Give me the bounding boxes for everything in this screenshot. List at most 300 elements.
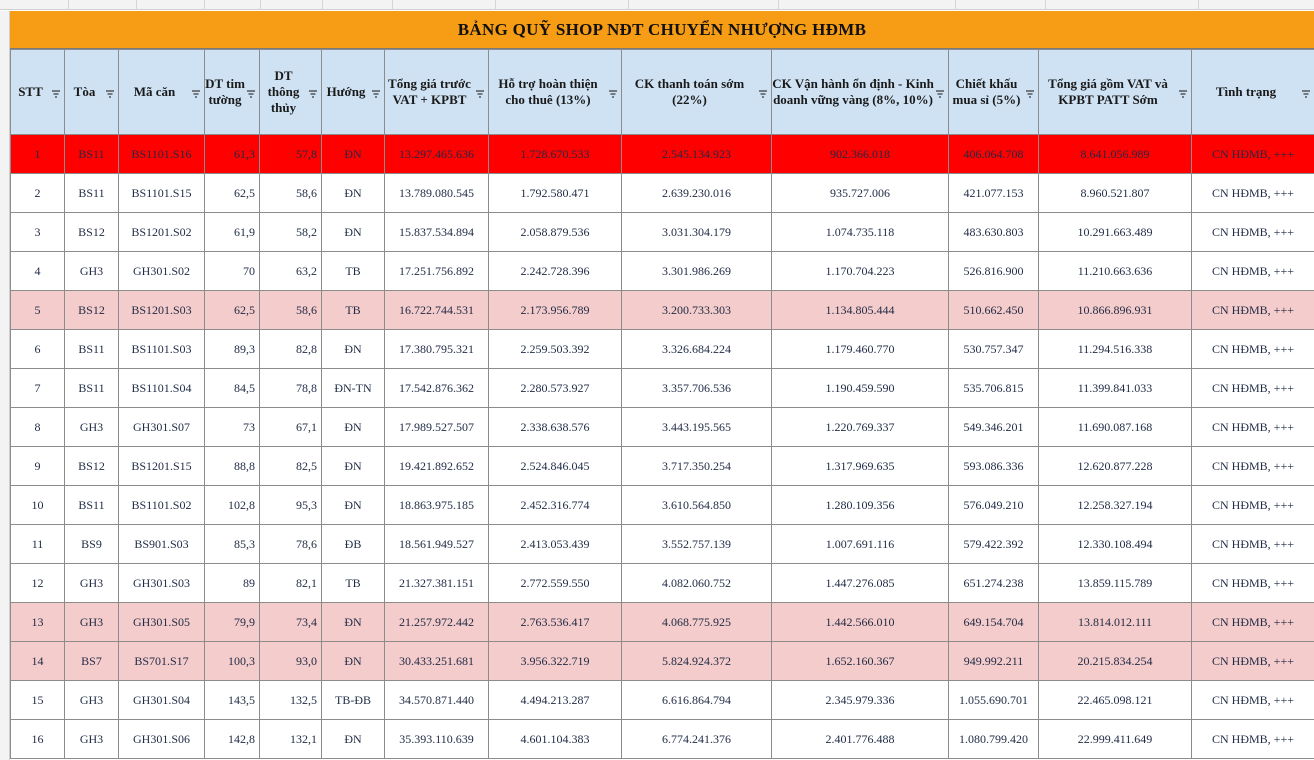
- cell-ho-tro[interactable]: [489, 564, 622, 603]
- cell-dt-thong-thuy[interactable]: [260, 174, 322, 213]
- cell-toa[interactable]: [65, 564, 119, 603]
- cell-dt-thong-thuy[interactable]: [260, 564, 322, 603]
- cell-toa[interactable]: [65, 486, 119, 525]
- cell-stt[interactable]: [11, 408, 65, 447]
- column-header-ma-can[interactable]: [119, 50, 205, 135]
- table-row[interactable]: [11, 486, 1314, 525]
- cell-ck-tt-som[interactable]: [622, 174, 772, 213]
- cell-stt[interactable]: [11, 174, 65, 213]
- cell-ck-mua-si[interactable]: [949, 720, 1039, 759]
- cell-ma-can[interactable]: [119, 291, 205, 330]
- cell-value: TB: [345, 575, 361, 590]
- cell-tong-gia-vat[interactable]: [1039, 291, 1192, 330]
- cell-toa[interactable]: [65, 213, 119, 252]
- cell-toa[interactable]: [65, 408, 119, 447]
- cell-value: CN HĐMB, +++: [1212, 224, 1294, 239]
- cell-dt-thong-thuy[interactable]: [260, 330, 322, 369]
- cell-value: 143,5: [228, 692, 255, 707]
- cell-tong-gia-vat[interactable]: [1039, 447, 1192, 486]
- column-header-stt[interactable]: [11, 50, 65, 135]
- cell-tong-gia[interactable]: [385, 369, 489, 408]
- column-header-ck-mua-si[interactable]: [949, 50, 1039, 135]
- cell-value: 3.956.322.719: [520, 653, 590, 668]
- cell-huong[interactable]: [322, 135, 385, 174]
- table-row[interactable]: [11, 564, 1314, 603]
- cell-ck-van-hanh[interactable]: [772, 486, 949, 525]
- cell-value: BS1201.S03: [131, 302, 192, 317]
- cell-ck-tt-som[interactable]: [622, 525, 772, 564]
- cell-dt-thong-thuy[interactable]: [260, 408, 322, 447]
- cell-tong-gia-vat[interactable]: [1039, 252, 1192, 291]
- cell-value: GH3: [79, 614, 104, 629]
- cell-value: BS1101.S03: [131, 341, 192, 356]
- cell-ho-tro[interactable]: [489, 486, 622, 525]
- cell-stt[interactable]: [11, 291, 65, 330]
- cell-ma-can[interactable]: [119, 135, 205, 174]
- filter-icon[interactable]: [246, 87, 256, 97]
- cell-dt-tim-tuong[interactable]: [205, 603, 260, 642]
- cell-value: 89: [243, 575, 255, 590]
- cell-dt-tim-tuong[interactable]: [205, 681, 260, 720]
- cell-value: 61,3: [234, 146, 255, 161]
- filter-icon[interactable]: [1301, 87, 1311, 97]
- cell-toa[interactable]: [65, 252, 119, 291]
- header-row: [11, 50, 1314, 135]
- cell-value: 16: [31, 731, 44, 746]
- cell-tong-gia-vat[interactable]: [1039, 408, 1192, 447]
- cell-stt[interactable]: [11, 330, 65, 369]
- cell-toa[interactable]: [65, 525, 119, 564]
- cell-tinh-trang[interactable]: [1192, 447, 1314, 486]
- cell-value: 15.837.534.894: [399, 224, 474, 239]
- cell-value: 82,8: [296, 341, 317, 356]
- filter-icon[interactable]: [758, 87, 768, 97]
- cell-ck-mua-si[interactable]: [949, 564, 1039, 603]
- cell-ma-can[interactable]: [119, 408, 205, 447]
- cell-value: 3.200.733.303: [662, 302, 731, 317]
- table-row[interactable]: [11, 720, 1314, 759]
- cell-ck-van-hanh[interactable]: [772, 408, 949, 447]
- cell-ck-tt-som[interactable]: [622, 681, 772, 720]
- cell-value: 63,2: [296, 263, 317, 278]
- cell-ck-van-hanh[interactable]: [772, 174, 949, 213]
- cell-ma-can[interactable]: [119, 564, 205, 603]
- cell-ck-mua-si[interactable]: [949, 408, 1039, 447]
- cell-dt-thong-thuy[interactable]: [260, 525, 322, 564]
- column-header-dt-thong-thuy[interactable]: [260, 50, 322, 135]
- cell-ck-van-hanh[interactable]: [772, 369, 949, 408]
- cell-dt-tim-tuong[interactable]: [205, 174, 260, 213]
- cell-toa[interactable]: [65, 642, 119, 681]
- filter-icon[interactable]: [1178, 87, 1188, 97]
- cell-value: 30.433.251.681: [399, 653, 474, 668]
- table-row[interactable]: [11, 681, 1314, 720]
- filter-icon[interactable]: [308, 87, 318, 97]
- cell-tong-gia[interactable]: [385, 681, 489, 720]
- cell-value: 73,4: [296, 614, 317, 629]
- cell-tinh-trang[interactable]: [1192, 408, 1314, 447]
- cell-value: 2.401.776.488: [825, 731, 895, 746]
- cell-tong-gia[interactable]: [385, 330, 489, 369]
- column-header-tong-gia[interactable]: [385, 50, 489, 135]
- filter-icon[interactable]: [1025, 87, 1035, 97]
- cell-ho-tro[interactable]: [489, 447, 622, 486]
- filter-icon[interactable]: [51, 87, 61, 97]
- cell-dt-tim-tuong[interactable]: [205, 447, 260, 486]
- filter-icon[interactable]: [608, 87, 618, 97]
- cell-tong-gia-vat[interactable]: [1039, 603, 1192, 642]
- cell-tong-gia[interactable]: [385, 291, 489, 330]
- cell-value: BS12: [78, 224, 105, 239]
- cell-huong[interactable]: [322, 252, 385, 291]
- cell-dt-tim-tuong[interactable]: [205, 564, 260, 603]
- cell-dt-tim-tuong[interactable]: [205, 291, 260, 330]
- cell-ck-van-hanh[interactable]: [772, 447, 949, 486]
- cell-tinh-trang[interactable]: [1192, 603, 1314, 642]
- cell-dt-tim-tuong[interactable]: [205, 369, 260, 408]
- cell-ho-tro[interactable]: [489, 720, 622, 759]
- cell-stt[interactable]: [11, 369, 65, 408]
- cell-value: GH301.S04: [132, 692, 190, 707]
- cell-value: 8.960.521.807: [1080, 185, 1150, 200]
- cell-ck-mua-si[interactable]: [949, 252, 1039, 291]
- cell-ck-mua-si[interactable]: [949, 642, 1039, 681]
- cell-stt[interactable]: [11, 681, 65, 720]
- cell-huong[interactable]: [322, 408, 385, 447]
- cell-ck-mua-si[interactable]: [949, 369, 1039, 408]
- cell-toa[interactable]: [65, 603, 119, 642]
- filter-icon[interactable]: [371, 87, 381, 97]
- cell-ma-can[interactable]: [119, 525, 205, 564]
- cell-ma-can[interactable]: [119, 642, 205, 681]
- table-body: [11, 135, 1314, 759]
- cell-ck-mua-si[interactable]: [949, 291, 1039, 330]
- cell-ho-tro[interactable]: [489, 174, 622, 213]
- cell-huong[interactable]: [322, 681, 385, 720]
- cell-ck-mua-si[interactable]: [949, 486, 1039, 525]
- cell-ck-van-hanh[interactable]: [772, 525, 949, 564]
- cell-ck-tt-som[interactable]: [622, 486, 772, 525]
- cell-value: 1: [34, 146, 41, 161]
- cell-tinh-trang[interactable]: [1192, 330, 1314, 369]
- table-row[interactable]: [11, 135, 1314, 174]
- cell-value: CN HĐMB, +++: [1212, 185, 1294, 200]
- cell-ck-mua-si[interactable]: [949, 525, 1039, 564]
- cell-ck-tt-som[interactable]: [622, 252, 772, 291]
- cell-stt[interactable]: [11, 213, 65, 252]
- cell-dt-tim-tuong[interactable]: [205, 642, 260, 681]
- cell-ma-can[interactable]: [119, 369, 205, 408]
- cell-value: 2.772.559.550: [520, 575, 590, 590]
- cell-ck-mua-si[interactable]: [949, 447, 1039, 486]
- filter-icon[interactable]: [191, 87, 201, 97]
- cell-value: 651.274.238: [963, 575, 1024, 590]
- cell-stt[interactable]: [11, 564, 65, 603]
- column-header-tong-gia-vat[interactable]: [1039, 50, 1192, 135]
- column-header-toa[interactable]: [65, 50, 119, 135]
- cell-tong-gia-vat[interactable]: [1039, 330, 1192, 369]
- cell-stt[interactable]: [11, 525, 65, 564]
- cell-dt-thong-thuy[interactable]: [260, 642, 322, 681]
- cell-stt[interactable]: [11, 720, 65, 759]
- cell-tong-gia[interactable]: [385, 525, 489, 564]
- cell-ma-can[interactable]: [119, 252, 205, 291]
- cell-tong-gia-vat[interactable]: [1039, 525, 1192, 564]
- cell-ck-van-hanh[interactable]: [772, 252, 949, 291]
- cell-ck-tt-som[interactable]: [622, 603, 772, 642]
- column-header-ck-van-hanh[interactable]: [772, 50, 949, 135]
- cell-ck-tt-som[interactable]: [622, 720, 772, 759]
- cell-tong-gia-vat[interactable]: [1039, 213, 1192, 252]
- cell-stt[interactable]: [11, 135, 65, 174]
- cell-tong-gia[interactable]: [385, 486, 489, 525]
- cell-ck-tt-som[interactable]: [622, 642, 772, 681]
- cell-value: 2.338.638.576: [520, 419, 590, 434]
- cell-ck-tt-som[interactable]: [622, 135, 772, 174]
- cell-value: 1.179.460.770: [825, 341, 895, 356]
- cell-ho-tro[interactable]: [489, 642, 622, 681]
- cell-tong-gia-vat[interactable]: [1039, 564, 1192, 603]
- cell-dt-thong-thuy[interactable]: [260, 291, 322, 330]
- cell-ho-tro[interactable]: [489, 330, 622, 369]
- cell-ck-van-hanh[interactable]: [772, 603, 949, 642]
- cell-value: 3.301.986.269: [662, 263, 731, 278]
- cell-value: 1.792.580.471: [520, 185, 590, 200]
- cell-ck-van-hanh[interactable]: [772, 564, 949, 603]
- cell-dt-thong-thuy[interactable]: [260, 252, 322, 291]
- cell-toa[interactable]: [65, 174, 119, 213]
- cell-value: 3.031.304.179: [662, 224, 731, 239]
- cell-dt-thong-thuy[interactable]: [260, 135, 322, 174]
- cell-toa[interactable]: [65, 369, 119, 408]
- cell-ma-can[interactable]: [119, 447, 205, 486]
- cell-ho-tro[interactable]: [489, 408, 622, 447]
- cell-huong[interactable]: [322, 564, 385, 603]
- cell-value: 13.859.115.789: [1077, 575, 1153, 590]
- cell-tinh-trang[interactable]: [1192, 564, 1314, 603]
- cell-huong[interactable]: [322, 291, 385, 330]
- cell-ck-van-hanh[interactable]: [772, 720, 949, 759]
- cell-dt-tim-tuong[interactable]: [205, 408, 260, 447]
- table-row[interactable]: [11, 213, 1314, 252]
- cell-dt-thong-thuy[interactable]: [260, 213, 322, 252]
- cell-ma-can[interactable]: [119, 330, 205, 369]
- table-row[interactable]: [11, 291, 1314, 330]
- table-row[interactable]: [11, 525, 1314, 564]
- cell-ho-tro[interactable]: [489, 525, 622, 564]
- cell-stt[interactable]: [11, 447, 65, 486]
- cell-tong-gia[interactable]: [385, 564, 489, 603]
- cell-tinh-trang[interactable]: [1192, 720, 1314, 759]
- cell-tinh-trang[interactable]: [1192, 252, 1314, 291]
- cell-value: 10.291.663.489: [1077, 224, 1153, 239]
- cell-huong[interactable]: [322, 174, 385, 213]
- cell-ck-van-hanh[interactable]: [772, 135, 949, 174]
- cell-ck-tt-som[interactable]: [622, 330, 772, 369]
- cell-dt-tim-tuong[interactable]: [205, 213, 260, 252]
- cell-huong[interactable]: [322, 642, 385, 681]
- cell-ck-mua-si[interactable]: [949, 681, 1039, 720]
- cell-value: 17.989.527.507: [399, 419, 474, 434]
- table-row[interactable]: [11, 642, 1314, 681]
- cell-tinh-trang[interactable]: [1192, 369, 1314, 408]
- cell-ck-tt-som[interactable]: [622, 564, 772, 603]
- cell-ck-tt-som[interactable]: [622, 447, 772, 486]
- cell-ho-tro[interactable]: [489, 369, 622, 408]
- cell-ma-can[interactable]: [119, 681, 205, 720]
- column-header-ho-tro[interactable]: [489, 50, 622, 135]
- column-header-ck-tt-som[interactable]: [622, 50, 772, 135]
- cell-ho-tro[interactable]: [489, 135, 622, 174]
- cell-value: 3.552.757.139: [662, 536, 731, 551]
- cell-ho-tro[interactable]: [489, 252, 622, 291]
- cell-dt-thong-thuy[interactable]: [260, 603, 322, 642]
- cell-value: 58,6: [296, 185, 317, 200]
- cell-tinh-trang[interactable]: [1192, 174, 1314, 213]
- filter-icon[interactable]: [935, 87, 945, 97]
- cell-toa[interactable]: [65, 447, 119, 486]
- cell-ck-tt-som[interactable]: [622, 408, 772, 447]
- cell-dt-tim-tuong[interactable]: [205, 486, 260, 525]
- table-row[interactable]: [11, 603, 1314, 642]
- cell-tinh-trang[interactable]: [1192, 525, 1314, 564]
- cell-huong[interactable]: [322, 486, 385, 525]
- filter-icon[interactable]: [105, 87, 115, 97]
- cell-value: 78,6: [296, 536, 317, 551]
- cell-tong-gia[interactable]: [385, 642, 489, 681]
- cell-ma-can[interactable]: [119, 603, 205, 642]
- table-row[interactable]: [11, 408, 1314, 447]
- cell-dt-thong-thuy[interactable]: [260, 369, 322, 408]
- cell-value: 61,9: [234, 224, 255, 239]
- cell-value: 2.058.879.536: [520, 224, 590, 239]
- cell-ck-tt-som[interactable]: [622, 291, 772, 330]
- cell-value: BS701.S17: [134, 653, 189, 668]
- cell-tong-gia-vat[interactable]: [1039, 486, 1192, 525]
- cell-tong-gia-vat[interactable]: [1039, 174, 1192, 213]
- cell-value: 9: [34, 458, 41, 473]
- cell-dt-tim-tuong[interactable]: [205, 720, 260, 759]
- cell-huong[interactable]: [322, 447, 385, 486]
- cell-tong-gia[interactable]: [385, 720, 489, 759]
- cell-value: 530.757.347: [963, 341, 1024, 356]
- cell-ma-can[interactable]: [119, 213, 205, 252]
- cell-ck-mua-si[interactable]: [949, 174, 1039, 213]
- cell-ck-mua-si[interactable]: [949, 330, 1039, 369]
- cell-tong-gia[interactable]: [385, 408, 489, 447]
- cell-ma-can[interactable]: [119, 720, 205, 759]
- column-header-tinh-trang[interactable]: [1192, 50, 1314, 135]
- cell-stt[interactable]: [11, 252, 65, 291]
- cell-ma-can[interactable]: [119, 174, 205, 213]
- cell-huong[interactable]: [322, 330, 385, 369]
- cell-tong-gia[interactable]: [385, 213, 489, 252]
- cell-dt-tim-tuong[interactable]: [205, 525, 260, 564]
- cell-tinh-trang[interactable]: [1192, 291, 1314, 330]
- cell-tinh-trang[interactable]: [1192, 135, 1314, 174]
- cell-ck-van-hanh[interactable]: [772, 291, 949, 330]
- table-row[interactable]: [11, 369, 1314, 408]
- cell-dt-thong-thuy[interactable]: [260, 720, 322, 759]
- table-row[interactable]: [11, 447, 1314, 486]
- table-row[interactable]: [11, 330, 1314, 369]
- cell-ck-mua-si[interactable]: [949, 603, 1039, 642]
- cell-stt[interactable]: [11, 603, 65, 642]
- cell-toa[interactable]: [65, 291, 119, 330]
- cell-dt-thong-thuy[interactable]: [260, 447, 322, 486]
- column-header-dt-tim-tuong[interactable]: [205, 50, 260, 135]
- cell-tong-gia-vat[interactable]: [1039, 720, 1192, 759]
- cell-stt[interactable]: [11, 486, 65, 525]
- cell-dt-thong-thuy[interactable]: [260, 486, 322, 525]
- cell-ma-can[interactable]: [119, 486, 205, 525]
- cell-huong[interactable]: [322, 213, 385, 252]
- filter-icon[interactable]: [475, 87, 485, 97]
- cell-value: 5: [34, 302, 41, 317]
- cell-value: 4.082.060.752: [662, 575, 731, 590]
- cell-value: BS9: [81, 536, 102, 551]
- cell-ck-tt-som[interactable]: [622, 369, 772, 408]
- cell-dt-tim-tuong[interactable]: [205, 135, 260, 174]
- cell-tong-gia[interactable]: [385, 135, 489, 174]
- cell-ck-van-hanh[interactable]: [772, 330, 949, 369]
- cell-ck-van-hanh[interactable]: [772, 642, 949, 681]
- cell-ck-mua-si[interactable]: [949, 135, 1039, 174]
- cell-value: CN HĐMB, +++: [1212, 653, 1294, 668]
- table-row[interactable]: [11, 252, 1314, 291]
- cell-dt-thong-thuy[interactable]: [260, 681, 322, 720]
- cell-tong-gia-vat[interactable]: [1039, 681, 1192, 720]
- table-row[interactable]: [11, 174, 1314, 213]
- cell-toa[interactable]: [65, 330, 119, 369]
- cell-tong-gia-vat[interactable]: [1039, 642, 1192, 681]
- cell-value: 12.620.877.228: [1077, 458, 1153, 473]
- cell-tinh-trang[interactable]: [1192, 486, 1314, 525]
- cell-tong-gia-vat[interactable]: [1039, 135, 1192, 174]
- cell-ck-tt-som[interactable]: [622, 213, 772, 252]
- cell-tinh-trang[interactable]: [1192, 642, 1314, 681]
- cell-ho-tro[interactable]: [489, 213, 622, 252]
- cell-ho-tro[interactable]: [489, 291, 622, 330]
- cell-tinh-trang[interactable]: [1192, 213, 1314, 252]
- column-header-huong[interactable]: [322, 50, 385, 135]
- cell-huong[interactable]: [322, 720, 385, 759]
- cell-dt-tim-tuong[interactable]: [205, 252, 260, 291]
- cell-value: 4.494.213.287: [520, 692, 590, 707]
- cell-tong-gia[interactable]: [385, 447, 489, 486]
- cell-huong[interactable]: [322, 603, 385, 642]
- cell-stt[interactable]: [11, 642, 65, 681]
- column-header-label: Tổng giá trước VAT + KPBT: [388, 76, 471, 107]
- cell-toa[interactable]: [65, 720, 119, 759]
- cell-ho-tro[interactable]: [489, 681, 622, 720]
- cell-ck-van-hanh[interactable]: [772, 213, 949, 252]
- cell-tong-gia-vat[interactable]: [1039, 369, 1192, 408]
- cell-tong-gia[interactable]: [385, 603, 489, 642]
- cell-toa[interactable]: [65, 681, 119, 720]
- cell-tong-gia[interactable]: [385, 252, 489, 291]
- cell-toa[interactable]: [65, 135, 119, 174]
- cell-ck-van-hanh[interactable]: [772, 681, 949, 720]
- cell-huong[interactable]: [322, 369, 385, 408]
- cell-value: 58,2: [296, 224, 317, 239]
- cell-dt-tim-tuong[interactable]: [205, 330, 260, 369]
- cell-tong-gia[interactable]: [385, 174, 489, 213]
- cell-huong[interactable]: [322, 525, 385, 564]
- cell-ho-tro[interactable]: [489, 603, 622, 642]
- cell-tinh-trang[interactable]: [1192, 681, 1314, 720]
- cell-ck-mua-si[interactable]: [949, 213, 1039, 252]
